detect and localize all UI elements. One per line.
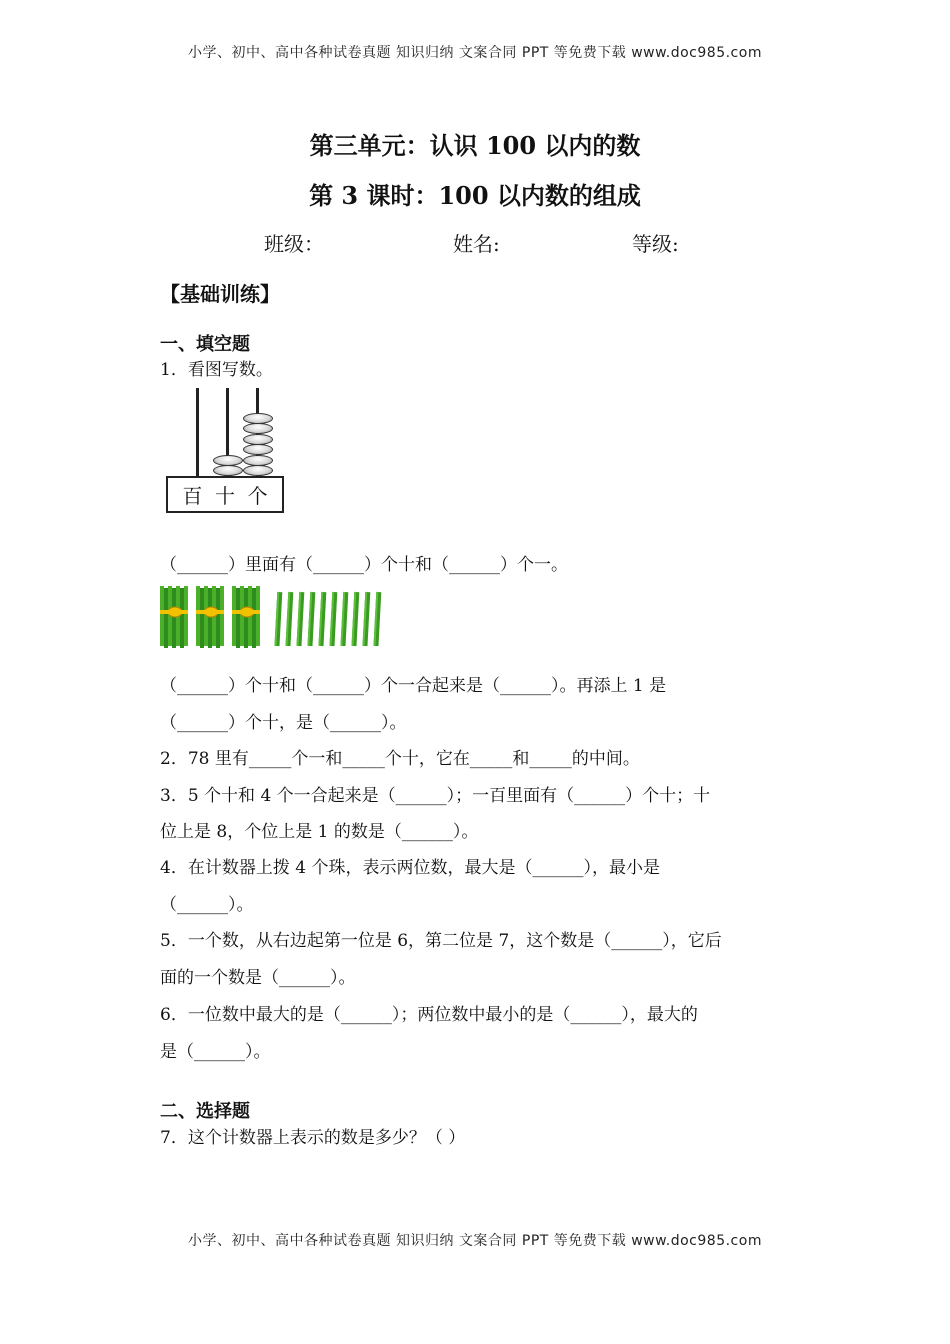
- question-3-line-b: 位上是 8，个位上是 1 的数是（______）。: [160, 822, 479, 842]
- bundle-stick: [164, 588, 168, 648]
- question-1-intro: 1．看图写数。: [160, 360, 273, 380]
- question-1-line-b: （______）个十和（______）个一合起来是（______）。再添上 1 是: [160, 676, 667, 696]
- single-stick: [296, 592, 304, 646]
- bundle-tie-band: [160, 610, 188, 614]
- stick-bundle: [160, 586, 188, 648]
- abacus-ones-bead: [243, 465, 273, 476]
- abacus-label-ones: 个: [247, 484, 268, 508]
- bundle-stick: [252, 588, 256, 648]
- page-header: 小学、初中、高中各种试卷真题 知识归纳 文案合同 PPT 等免费下载 www.doc985.com: [188, 45, 762, 61]
- abacus-figure: [163, 388, 288, 516]
- abacus-place-labels: [166, 476, 284, 513]
- bundle-stick: [208, 588, 212, 648]
- abacus-tens-bead: [213, 465, 243, 476]
- abacus-label-hundreds: 百: [182, 484, 203, 508]
- single-stick: [373, 592, 381, 646]
- question-1-line-c: （______）个十，是（______）。: [160, 713, 407, 733]
- abacus-label-tens: 十: [214, 484, 235, 508]
- bundle-stick: [200, 588, 204, 648]
- page-subtitle: 第 3 课时：100 以内数的组成: [309, 181, 641, 210]
- bundle-tie-band: [196, 610, 224, 614]
- page-title: 第三单元：认识 100 以内的数: [309, 131, 641, 160]
- single-stick: [351, 592, 359, 646]
- abacus-rod-hundreds: [196, 388, 199, 476]
- question-6-line-a: 6．一位数中最大的是（______）；两位数中最小的是（______），最大的: [160, 1005, 698, 1025]
- question-7: 7．这个计数器上表示的数是多少？（ ）: [160, 1128, 466, 1148]
- single-stick: [274, 592, 282, 646]
- abacus-ones-bead: [243, 444, 273, 455]
- grade-label: 等级:: [632, 232, 679, 256]
- question-2: 2．78 里有_____个一和_____个十，它在_____和_____的中间。: [160, 749, 640, 769]
- page-footer: 小学、初中、高中各种试卷真题 知识归纳 文案合同 PPT 等免费下载 www.doc985.com: [188, 1233, 762, 1249]
- question-4-line-b: （______）。: [160, 895, 254, 915]
- single-stick: [329, 592, 337, 646]
- question-5-line-b: 面的一个数是（______）。: [160, 968, 356, 988]
- single-stick: [318, 592, 326, 646]
- bundle-stick: [256, 586, 260, 646]
- bundle-stick: [216, 588, 220, 648]
- bundle-stick: [220, 586, 224, 646]
- section-multiple-choice: 二、选择题: [160, 1101, 250, 1122]
- abacus-ones-bead: [243, 434, 273, 445]
- counting-sticks-figure: [160, 582, 420, 652]
- bundle-stick: [172, 588, 176, 648]
- abacus-ones-bead: [243, 423, 273, 434]
- bundle-stick: [236, 588, 240, 648]
- abacus-ones-bead: [243, 455, 273, 466]
- question-5-line-a: 5．一个数，从右边起第一位是 6，第二位是 7，这个数是（______），它后: [160, 931, 722, 951]
- question-6-line-b: 是（______）。: [160, 1042, 271, 1062]
- single-stick: [340, 592, 348, 646]
- bundle-stick: [196, 586, 200, 646]
- single-stick: [362, 592, 370, 646]
- abacus-ones-bead: [243, 413, 273, 424]
- abacus-tens-bead: [213, 455, 243, 466]
- bundle-stick: [232, 586, 236, 646]
- stick-bundle: [232, 586, 260, 648]
- bundle-stick: [180, 588, 184, 648]
- bundle-stick: [184, 586, 188, 646]
- question-1-line-a: （______）里面有（______）个十和（______）个一。: [160, 555, 568, 575]
- question-3-line-a: 3．5 个十和 4 个一合起来是（______）；一百里面有（______）个十；十: [160, 786, 711, 806]
- name-label: 姓名:: [453, 232, 500, 256]
- section-fill-in-blank: 一、填空题: [160, 334, 250, 355]
- single-stick: [285, 592, 293, 646]
- stick-bundle: [196, 586, 224, 648]
- bundle-tie-band: [232, 610, 260, 614]
- section-basic-training: 【基础训练】: [160, 282, 280, 306]
- class-label: 班级：: [264, 232, 324, 256]
- question-4-line-a: 4．在计数器上拨 4 个珠，表示两位数，最大是（______），最小是: [160, 858, 660, 878]
- bundle-stick: [160, 586, 164, 646]
- bundle-stick: [244, 588, 248, 648]
- single-stick: [307, 592, 315, 646]
